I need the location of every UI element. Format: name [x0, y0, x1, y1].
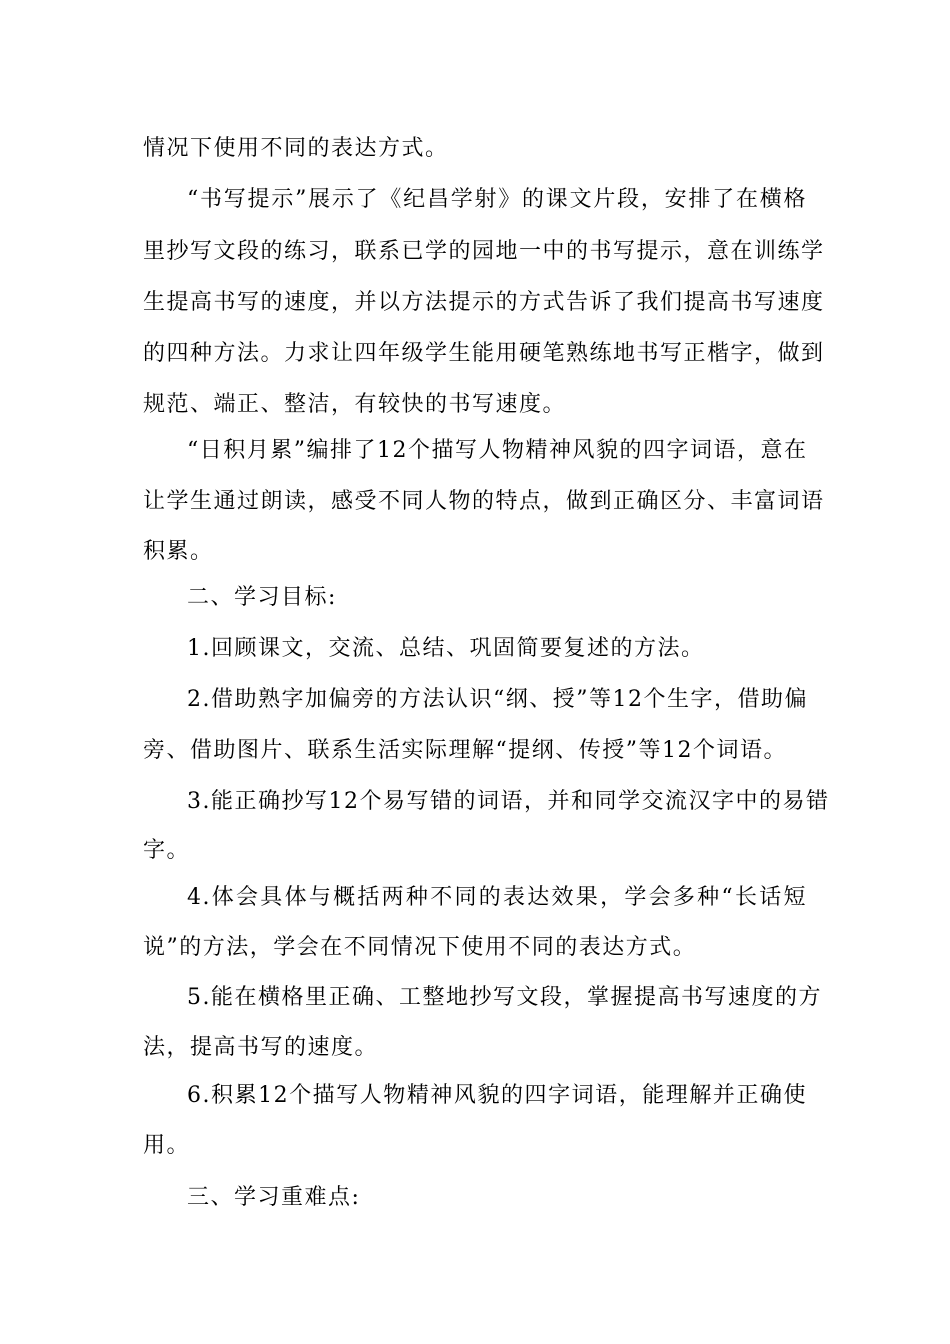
text-line: 1.回顾课文，交流、总结、巩固简要复述的方法。 — [187, 636, 705, 661]
text-line: “书写提示”展示了《纪昌学射》的课文片段，安排了在横格 — [187, 187, 807, 212]
text-line: 生提高书写的速度，并以方法提示的方式告诉了我们提高书写速度 — [143, 290, 825, 315]
text-line: 的四种方法。力求让四年级学生能用硬笔熟练地书写正楷字，做到 — [143, 341, 825, 366]
text-line: 情况下使用不同的表达方式。 — [143, 136, 449, 161]
text-line: 规范、端正、整洁，有较快的书写速度。 — [143, 392, 567, 417]
text-line: 3.能正确抄写12个易写错的词语，并和同学交流汉字中的易错 — [187, 789, 830, 814]
text-line: 6.积累12个描写人物精神风貌的四字词语，能理解并正确使 — [187, 1083, 807, 1108]
section-heading: 三、学习重难点: — [187, 1185, 361, 1210]
text-line: 让学生通过朗读，感受不同人物的特点，做到正确区分、丰富词语 — [143, 489, 825, 514]
text-line: 里抄写文段的练习，联系已学的园地一中的书写提示，意在训练学 — [143, 239, 825, 264]
section-heading: 二、学习目标: — [187, 585, 337, 610]
text-line: 5.能在横格里正确、工整地抄写文段，掌握提高书写速度的方 — [187, 985, 822, 1010]
text-line: 4.体会具体与概括两种不同的表达效果，学会多种“长话短 — [187, 885, 807, 910]
text-line: 字。 — [143, 838, 191, 863]
text-line: 积累。 — [143, 539, 214, 564]
text-line: 法，提高书写的速度。 — [143, 1035, 379, 1060]
text-line: “日积月累”编排了12个描写人物精神风貌的四字词语，意在 — [187, 438, 808, 463]
text-line: 说”的方法，学会在不同情况下使用不同的表达方式。 — [143, 935, 697, 960]
text-line: 旁、借助图片、联系生活实际理解“提纲、传授”等12个词语。 — [143, 738, 787, 763]
text-line: 2.借助熟字加偏旁的方法认识“纲、授”等12个生字，借助偏 — [187, 687, 808, 712]
text-line: 用。 — [143, 1133, 191, 1158]
